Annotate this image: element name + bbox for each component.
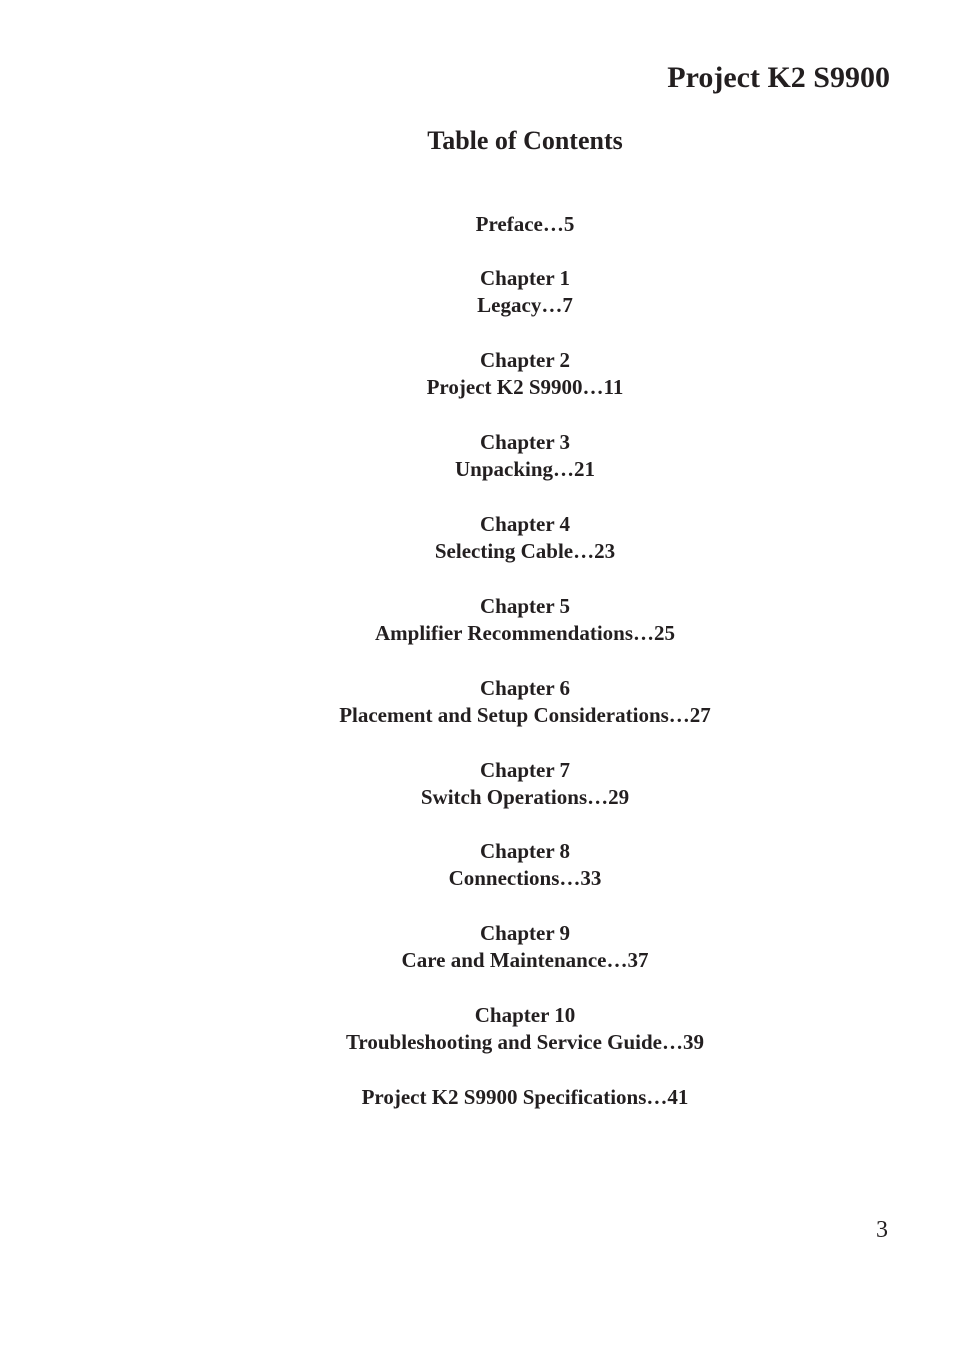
- toc-entry-title: Unpacking…21: [454, 457, 596, 481]
- toc-entry-title: Project K2 S9900…11: [426, 375, 624, 399]
- toc-entry-chapter: Chapter 7: [479, 758, 571, 782]
- toc-entry-title: Placement and Setup Considerations…27: [339, 703, 711, 727]
- page-header-title: Project K2 S9900: [667, 61, 890, 94]
- toc-entry-chapter: Chapter 8: [479, 839, 571, 863]
- toc-entry-title: Care and Maintenance…37: [401, 948, 649, 972]
- toc-entry-title: Amplifier Recommendations…25: [375, 621, 675, 645]
- toc-entry-chapter-2: [0, 347, 954, 401]
- toc-entry-title: Troubleshooting and Service Guide…39: [345, 1030, 704, 1054]
- toc-entry-chapter: Chapter 2: [479, 348, 571, 372]
- toc-entry-chapter: Chapter 4: [479, 512, 571, 536]
- toc-entry-chapter: Chapter 3: [479, 430, 571, 454]
- toc-entry-title: Connections…33: [448, 866, 602, 890]
- toc-entry-chapter: Chapter 1: [479, 266, 571, 290]
- toc-entry-title: Preface…5: [475, 212, 575, 236]
- toc-entry-title: Switch Operations…29: [420, 785, 630, 809]
- toc-entry-chapter-4: [0, 511, 954, 565]
- toc-entry-chapter-3: [0, 429, 954, 483]
- toc-entry-chapter-6: [0, 675, 954, 729]
- toc-heading: Table of Contents: [427, 126, 623, 155]
- toc-entry-chapter: Chapter 5: [479, 594, 571, 618]
- toc-entry-chapter: Chapter 10: [474, 1003, 576, 1027]
- toc-entry-chapter-7: [0, 757, 954, 811]
- toc-entry-chapter: Chapter 9: [479, 921, 571, 945]
- toc-entry-chapter-1: [0, 265, 954, 319]
- toc-entry-chapter: Chapter 6: [479, 676, 571, 700]
- toc-entry-title: Project K2 S9900 Specifications…41: [361, 1085, 689, 1109]
- toc-entry-title: Legacy…7: [477, 293, 573, 317]
- toc-entry-chapter-5: [0, 593, 954, 647]
- toc-entry-chapter-9: [0, 920, 954, 974]
- page-number: 3: [876, 1217, 888, 1243]
- toc-entry-chapter-10: [0, 1002, 954, 1056]
- toc-entry-preface: [0, 211, 954, 238]
- toc-entry-specifications: [0, 1084, 954, 1111]
- toc-entry-title: Selecting Cable…23: [434, 539, 616, 563]
- toc-entry-chapter-8: [0, 838, 954, 892]
